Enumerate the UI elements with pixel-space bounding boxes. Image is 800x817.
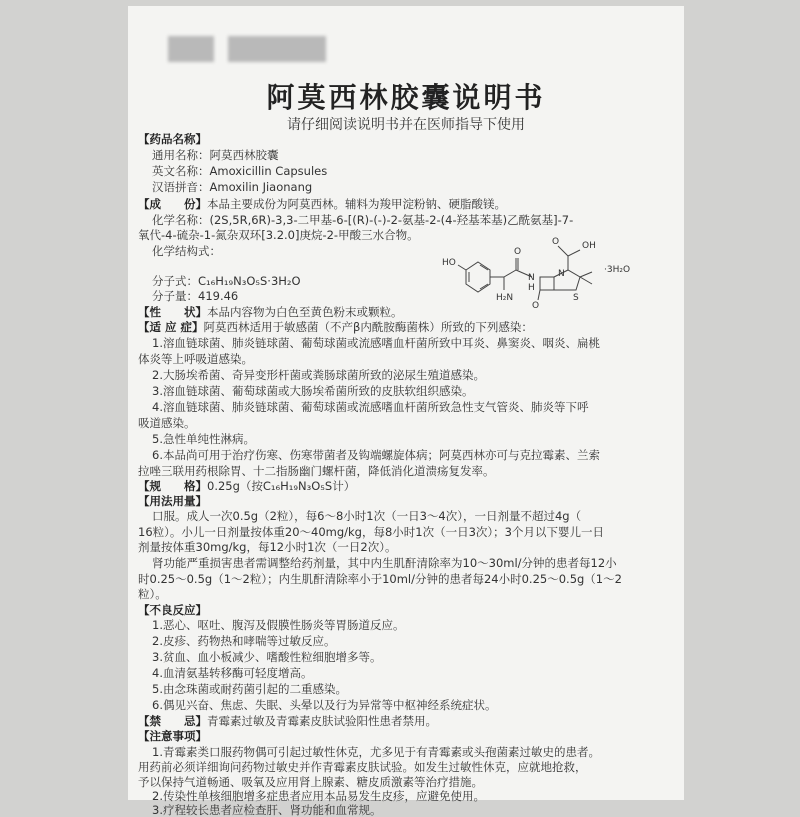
properties-row bbox=[138, 305, 403, 319]
structure-label-hydrate: ·3H₂O bbox=[604, 265, 631, 275]
indication-line: 拉唑三联用药根除胃、十二指肠幽门螺杆菌，降低消化道溃疡复发率。 bbox=[138, 464, 495, 478]
indication-line: 吸道感染。 bbox=[138, 416, 196, 430]
structure-label-ho: HO bbox=[442, 258, 456, 268]
structure-label-h: H bbox=[528, 283, 535, 293]
composition-row bbox=[138, 197, 506, 211]
english-name: 英文名称：Amoxicillin Capsules bbox=[152, 164, 328, 178]
contraindications-text: 青霉素过敏及青霉素皮肤试验阳性患者禁用。 bbox=[207, 714, 437, 728]
chemical-name-line-1: 化学名称：(2S,5R,6R)-3,3-二甲基-6-[(R)-(-)-2-氨基-2-(4-羟基苯基)乙酰氨基]-7- bbox=[152, 213, 574, 227]
structure-label-n-ring: N bbox=[558, 269, 565, 279]
section-tag-properties: 【性 状】 bbox=[138, 305, 207, 319]
spec-row bbox=[138, 479, 355, 493]
spec-text: 0.25g（按C₁₆H₁₉N₃O₅S计） bbox=[207, 479, 356, 493]
adverse-line: 2.皮疹、药物热和哮喘等过敏反应。 bbox=[152, 634, 336, 648]
dosage-line: 肾功能严重损害患者需调整给药剂量，其中内生肌酐清除率为10～30ml/分钟的患者每12小 bbox=[152, 556, 617, 570]
section-tag-precautions: 【注意事项】 bbox=[138, 729, 207, 743]
indication-line: 5.急性单纯性淋病。 bbox=[152, 432, 255, 446]
structure-label-n-amide: N bbox=[528, 273, 535, 283]
adverse-line: 1.恶心、呕吐、腹泻及假膜性肠炎等胃肠道反应。 bbox=[152, 618, 405, 632]
section-tag-indications: 【适 应 症】 bbox=[138, 320, 204, 334]
adverse-line: 5.由念珠菌或耐药菌引起的二重感染。 bbox=[152, 682, 347, 696]
indication-line: 1.溶血链球菌、肺炎链球菌、葡萄球菌或流感嗜血杆菌所致中耳炎、鼻窦炎、咽炎、扁桃 bbox=[152, 336, 600, 350]
adverse-line: 3.贫血、血小板减少、嗜酸性粒细胞增多等。 bbox=[152, 650, 382, 664]
molecular-formula: 分子式：C₁₆H₁₉N₃O₅S·3H₂O bbox=[152, 274, 301, 288]
structure-label-nh2: H₂N bbox=[496, 293, 514, 303]
section-tag-dosage: 【用法用量】 bbox=[138, 494, 207, 508]
redacted-header-block bbox=[228, 36, 326, 62]
precaution-line: 1.青霉素类口服药物偶可引起过敏性休克，尤多见于有青霉素或头孢菌素过敏史的患者。 bbox=[152, 745, 600, 759]
pinyin-name: 汉语拼音：Amoxilin Jiaonang bbox=[152, 180, 313, 194]
document-title: 阿莫西林胶囊说明书 bbox=[266, 81, 546, 114]
chemical-name-line-2: 氧代-4-硫杂-1-氮杂双环[3.2.0]庚烷-2-甲酸三水合物。 bbox=[138, 228, 419, 242]
document-subtitle: 请仔细阅读说明书并在医师指导下使用 bbox=[287, 117, 525, 133]
chemical-structure-diagram bbox=[428, 232, 668, 314]
indications-row bbox=[138, 320, 533, 334]
section-tag-drug-name: 【药品名称】 bbox=[138, 132, 207, 146]
generic-name: 通用名称：阿莫西林胶囊 bbox=[152, 148, 279, 162]
structure-label: 化学结构式： bbox=[152, 244, 221, 258]
dosage-line: 时0.25～0.5g（1～2粒）；内生肌酐清除率小于10ml/分钟的患者每24小时0.25～0.5g（1～2 bbox=[138, 572, 622, 586]
indication-line: 3.溶血链球菌、葡萄球菌或大肠埃希菌所致的皮肤软组织感染。 bbox=[152, 384, 474, 398]
section-tag-contraindications: 【禁 忌】 bbox=[138, 714, 207, 728]
molecular-weight: 分子量：419.46 bbox=[152, 289, 239, 303]
redacted-header-block bbox=[168, 36, 214, 62]
structure-label-o-lactam: O bbox=[532, 301, 540, 311]
dosage-line: 粒）。 bbox=[138, 587, 167, 601]
adverse-line: 6.偶见兴奋、焦虑、失眠、头晕以及行为异常等中枢神经系统症状。 bbox=[152, 698, 497, 712]
indication-line: 2.大肠埃希菌、奇异变形杆菌或粪肠球菌所致的泌尿生殖道感染。 bbox=[152, 368, 485, 382]
precaution-line: 予以保持气道畅通、吸氧及应用肾上腺素、糖皮质激素等治疗措施。 bbox=[138, 775, 483, 789]
properties-text: 本品内容物为白色至黄色粉末或颗粒。 bbox=[207, 305, 403, 319]
section-tag-adverse: 【不良反应】 bbox=[138, 603, 207, 617]
indication-line: 4.溶血链球菌、肺炎链球菌、葡萄球菌或流感嗜血杆菌所致急性支气管炎、肺炎等下呼 bbox=[152, 400, 589, 414]
indications-intro: 阿莫西林适用于敏感菌（不产β内酰胺酶菌株）所致的下列感染： bbox=[203, 320, 533, 334]
composition-text: 本品主要成份为阿莫西林。辅料为羧甲淀粉钠、硬脂酸镁。 bbox=[207, 197, 506, 211]
structure-label-oh: OH bbox=[582, 241, 596, 251]
indication-line: 6.本品尚可用于治疗伤寒、伤寒带菌者及钩端螺旋体病；阿莫西林亦可与克拉霉素、兰索 bbox=[152, 448, 600, 462]
structure-label-s: S bbox=[573, 293, 579, 303]
section-tag-composition: 【成 份】 bbox=[138, 197, 207, 211]
precaution-line: 用药前必须详细询问药物过敏史并作青霉素皮肤试验。如发生过敏性休克，应就地抢救， bbox=[138, 760, 587, 774]
indication-line: 体炎等上呼吸道感染。 bbox=[138, 352, 253, 366]
benzene-ring bbox=[466, 262, 490, 292]
precaution-line: 2.传染性单核细胞增多症患者应用本品易发生皮疹，应避免使用。 bbox=[152, 789, 485, 803]
structure-label-o: O bbox=[552, 237, 560, 247]
precaution-line: 3.疗程较长患者应检查肝、肾功能和血常规。 bbox=[152, 803, 382, 817]
contraindications-row bbox=[138, 714, 437, 728]
dosage-line: 剂量按体重30mg/kg，每12小时1次（一日2次）。 bbox=[138, 540, 397, 554]
adverse-line: 4.血清氨基转移酶可轻度增高。 bbox=[152, 666, 313, 680]
structure-label-o-amide: O bbox=[514, 247, 522, 257]
dosage-line: 口服。成人一次0.5g（2粒），每6～8小时1次（一日3～4次），一日剂量不超过4g（ bbox=[152, 509, 582, 523]
beta-lactam-ring bbox=[540, 277, 554, 290]
leaflet-sheet bbox=[128, 6, 684, 817]
dosage-line: 16粒）。小儿一日剂量按体重20～40mg/kg，每8小时1次（一日3次）；3个月以下婴儿一日 bbox=[138, 525, 604, 539]
section-tag-spec: 【规 格】 bbox=[138, 479, 207, 493]
